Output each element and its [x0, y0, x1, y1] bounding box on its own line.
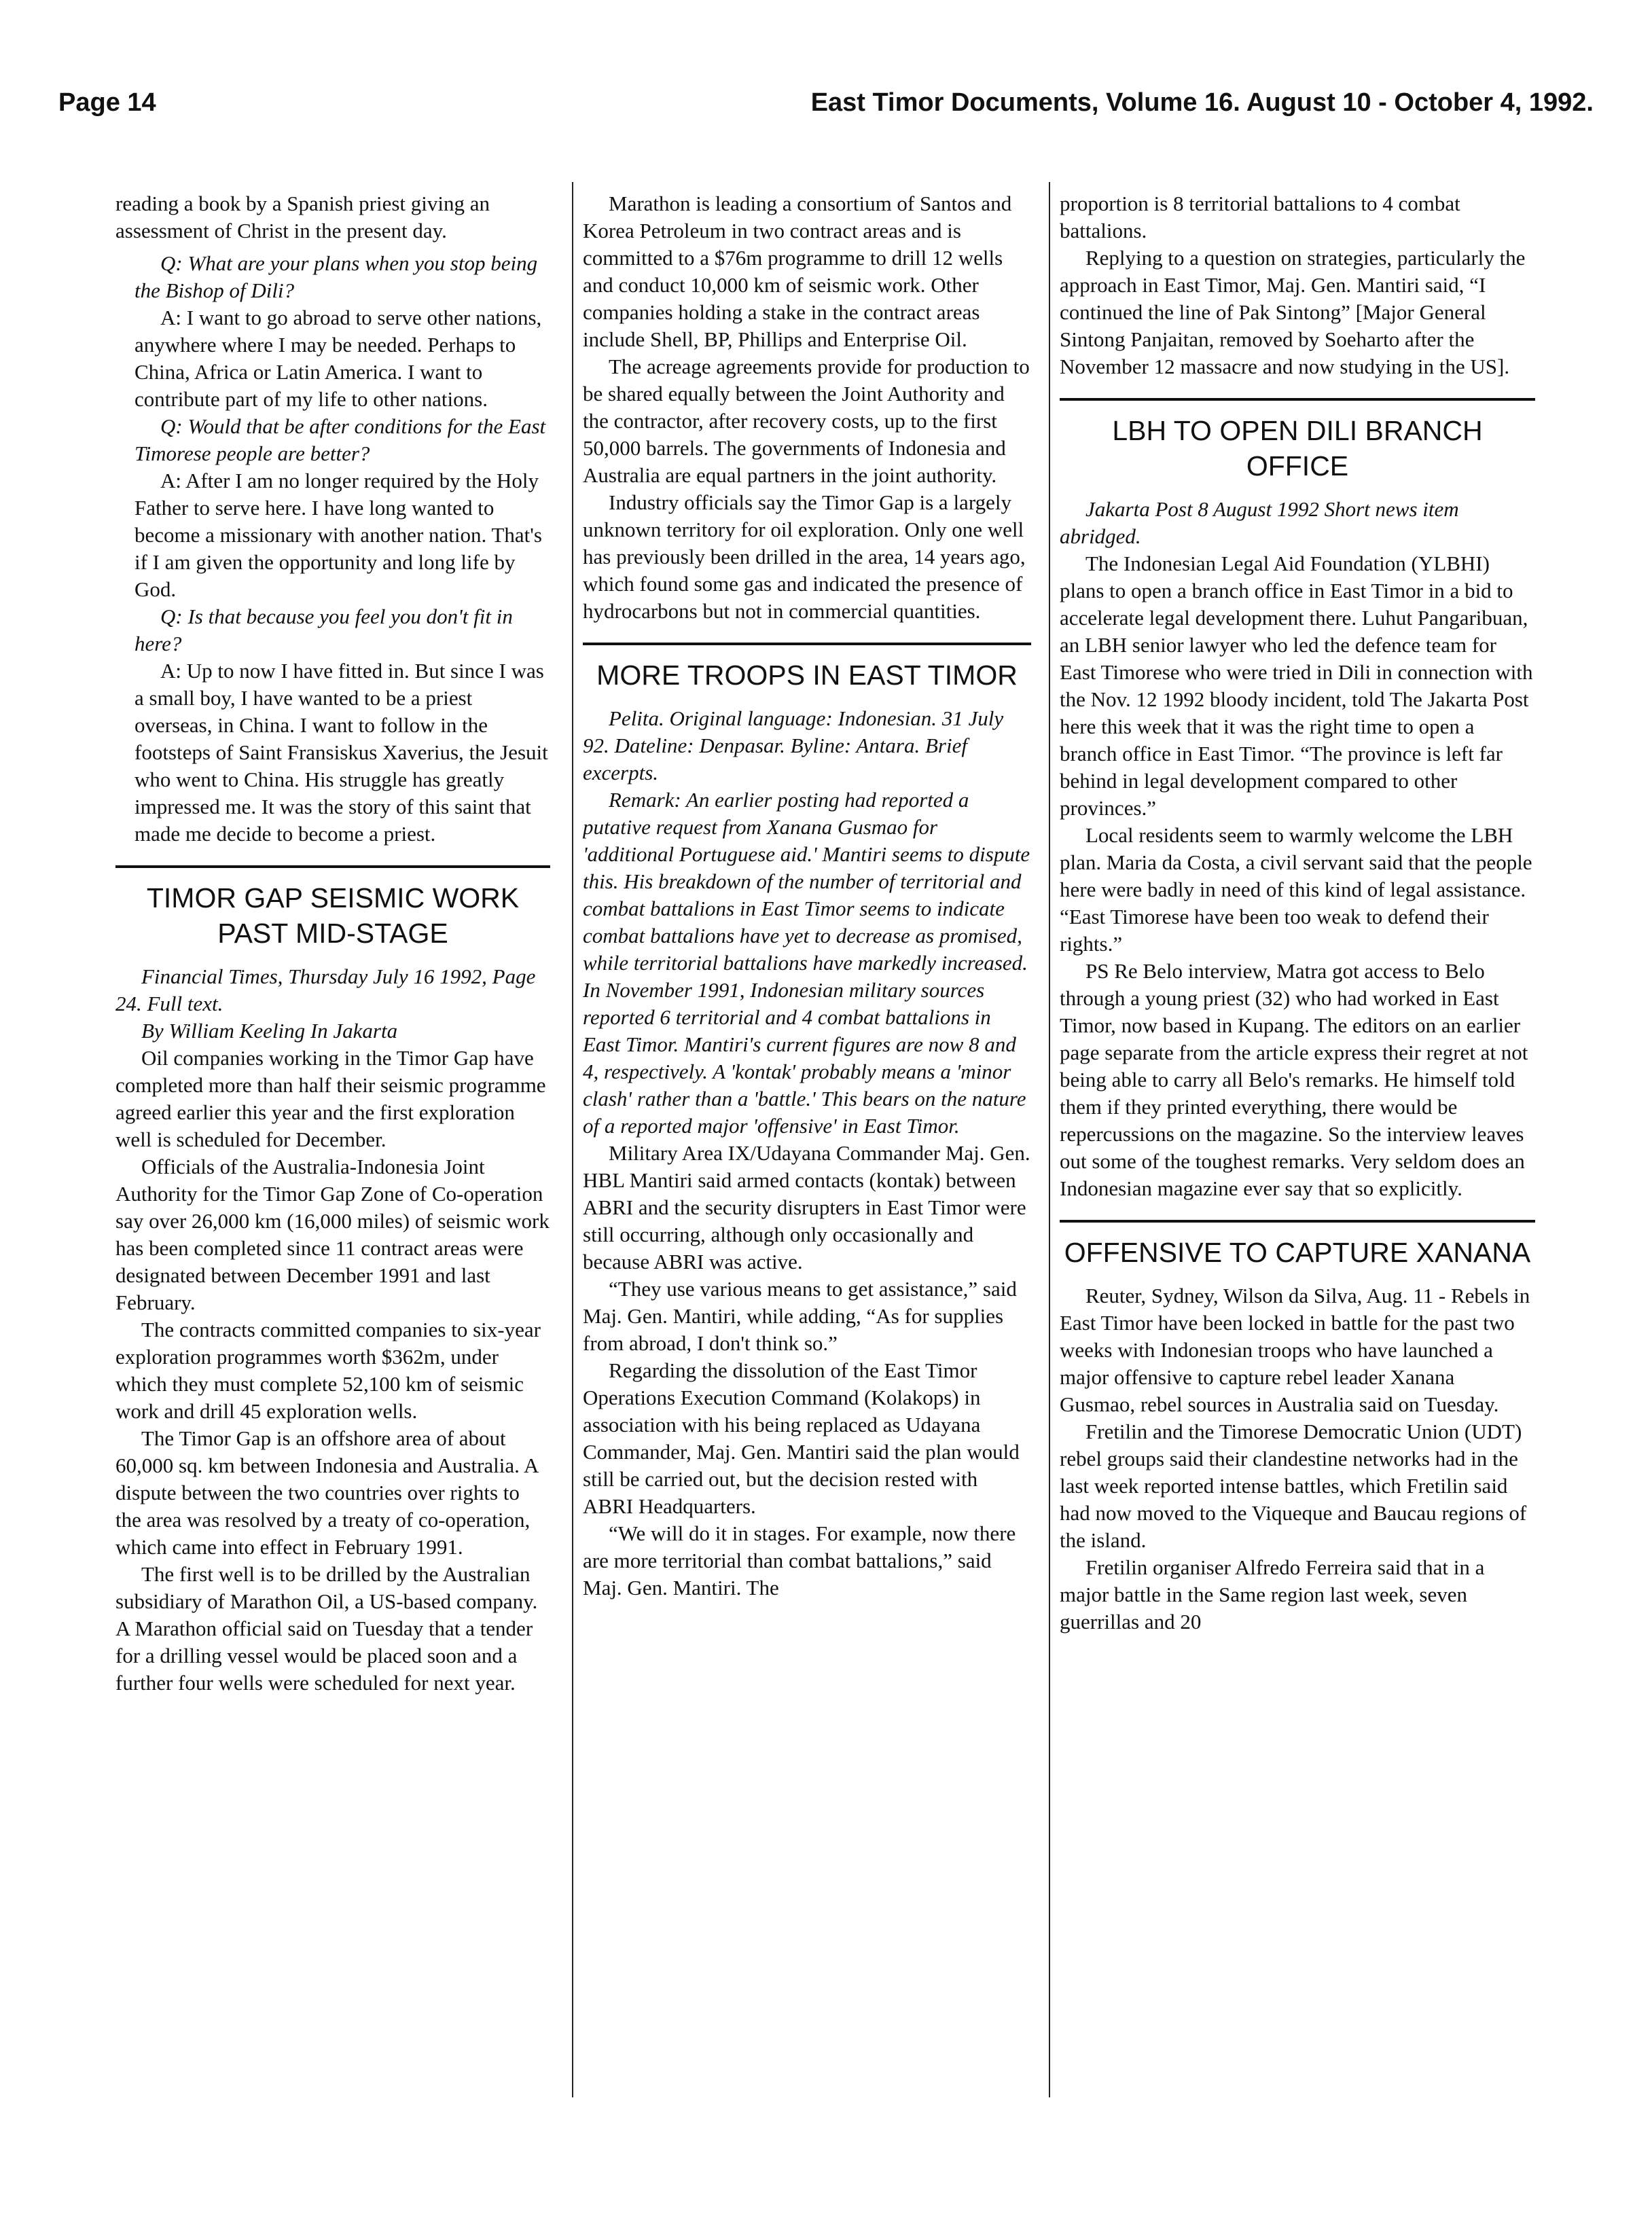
article-paragraph: proportion is 8 territorial battalions to 4 combat battalions.	[1060, 192, 1460, 242]
article-paragraph: The Timor Gap is an offshore area of about 60,000 sq. km between Indonesia and Australia. A dispute between the two countries over rights to the area was resolved by a treaty of co-operation, which came into effect in February 1991.	[115, 1426, 538, 1559]
column-3	[1060, 190, 1535, 2112]
section-heading: TIMOR GAP SEISMIC WORK PAST MID-STAGE	[115, 865, 550, 951]
page-number: Page 14	[58, 88, 156, 117]
interview-answer: A: After I am no longer required by the Holy Father to serve here. I have long wanted to become a missionary with another nation. That's if I am given the opportunity and long life by God.	[134, 469, 542, 601]
intro-paragraph: reading a book by a Spanish priest giving an assessment of Christ in the present day.	[115, 192, 490, 242]
article-paragraph: The Indonesian Legal Aid Foundation (YLBHI) plans to open a branch office in East Timor in a bid to accelerate legal development there. Luhut Pangaribuan, an LBH senior lawyer who led the defence team for East Timorese who were tried in Dili in connection with the Nov. 12 1992 bloody incident, told The Jakarta Post here this week that it was the right time to open a branch office in East Timor. “The province is left far behind in legal development compared to other provinces.”	[1060, 552, 1533, 820]
article-paragraph: Marathon is leading a consortium of Santos and Korea Petroleum in two contract areas and is committed to a $76m programme to drill 12 wells and conduct 10,000 km of seismic work. Other companies holding a stake in the contract areas include Shell, BP, Phillips and Enterprise Oil.	[583, 192, 1012, 351]
article-paragraph: “We will do it in stages. For example, now there are more territorial than combat battalions,” said Maj. Gen. Mantiri. The	[583, 1521, 1016, 1600]
column-1	[115, 190, 550, 2112]
article-source: Pelita. Original language: Indonesian. 31 July 92. Dateline: Denpasar. Byline: Antara. Brief excerpts.	[583, 706, 1004, 784]
article-paragraph: Fretilin and the Timorese Democratic Union (UDT) rebel groups said their clandestine networks had in the last week reported intense battles, which Fretilin said had now moved to the Viqueque and Baucau regions of the island.	[1060, 1420, 1527, 1552]
section-heading: OFFENSIVE TO CAPTURE XANANA	[1060, 1220, 1535, 1270]
article-paragraph: Local residents seem to warmly welcome the LBH plan. Maria da Costa, a civil servant said that the people here were badly in need of this kind of legal assistance. “East Timorese have been too weak to defend their rights.”	[1060, 823, 1532, 956]
article-paragraph: Replying to a question on strategies, particularly the approach in East Timor, Maj. Gen. Mantiri said, “I continued the line of Pak Sintong” [Major General Sintong Panjaitan, removed by Soeharto after the November 12 massacre and now studying in the US].	[1060, 246, 1526, 378]
column-2	[583, 190, 1031, 2112]
article-paragraph: Reuter, Sydney, Wilson da Silva, Aug. 11 - Rebels in East Timor have been locked in battle for the past two weeks with Indonesian troops who have launched a major offensive to capture rebel leader Xanana Gusmao, rebel sources in Australia said on Tuesday.	[1060, 1284, 1530, 1416]
article-paragraph: Officials of the Australia-Indonesia Joint Authority for the Timor Gap Zone of Co-operation say over 26,000 km (16,000 miles) of seismic work has been completed since 11 contract areas were designated between December 1991 and last February.	[115, 1155, 550, 1314]
publication-title: East Timor Documents, Volume 16. August 10 - October 4, 1992.	[810, 88, 1594, 117]
article-paragraph: The first well is to be drilled by the Australian subsidiary of Marathon Oil, a US-based company. A Marathon official said on Tuesday that a tender for a drilling vessel would be placed soon and a further four wells were scheduled for next year.	[115, 1562, 538, 1695]
article-source: Financial Times, Thursday July 16 1992, Page 24. Full text.	[115, 964, 536, 1015]
page-header	[58, 88, 1594, 129]
interview-answer: A: Up to now I have fitted in. But since I was a small boy, I have wanted to be a priest overseas, in China. I want to follow in the footsteps of Saint Fransiskus Xaverius, the Jesuit who went to China. His struggle has greatly impressed me. It was the story of this saint that made me decide to become a priest.	[134, 659, 548, 846]
article-paragraph: “They use various means to get assistance,” said Maj. Gen. Mantiri, while adding, “As for supplies from abroad, I don't think so.”	[583, 1277, 1017, 1355]
article-paragraph: Regarding the dissolution of the East Timor Operations Execution Command (Kolakops) in association with his being replaced as Udayana Commander, Maj. Gen. Mantiri said the plan would still be carried out, but the decision rested with ABRI Headquarters.	[583, 1358, 1020, 1518]
article-paragraph: The contracts committed companies to six-year exploration programmes worth $362m, under which they must complete 52,100 km of seismic work and drill 45 exploration wells.	[115, 1318, 541, 1423]
interview-answer: A: I want to go abroad to serve other nations, anywhere where I may be needed. Perhaps to China, Africa or Latin America. I want to contribute part of my life to other nations.	[134, 306, 542, 411]
interview-question: Q: Would that be after conditions for the East Timorese people are better?	[134, 414, 546, 465]
article-paragraph: Oil companies working in the Timor Gap have completed more than half their seismic programme agreed earlier this year and the first exploration well is scheduled for December.	[115, 1046, 546, 1151]
column-divider	[1049, 182, 1050, 2097]
article-paragraph: PS Re Belo interview, Matra got access to Belo through a young priest (32) who had worked in East Timor, now based in Kupang. The editors on an earlier page separate from the article express their regret at not being able to carry all Belo's remarks. He himself told them if they printed everything, there would be repercussions on the magazine. So the interview leaves out some of the toughest remarks. Very seldom does an Indonesian magazine ever say that so explicitly.	[1060, 959, 1528, 1200]
interview-question: Q: Is that because you feel you don't fit in here?	[134, 604, 513, 655]
section-heading: MORE TROOPS IN EAST TIMOR	[583, 643, 1031, 693]
section-heading: LBH TO OPEN DILI BRANCH OFFICE	[1060, 398, 1535, 484]
article-paragraph: Military Area IX/Udayana Commander Maj. Gen. HBL Mantiri said armed contacts (kontak) between ABRI and the security disrupters in East Timor were still occurring, although only occasionally and because ABRI was active.	[583, 1141, 1030, 1274]
article-paragraph: Industry officials say the Timor Gap is a largely unknown territory for oil exploration. Only one well has previously been drilled in the area, 14 years ago, which found some gas and indicated the presence of hydrocarbons but not in commercial quantities.	[583, 490, 1026, 623]
article-paragraph: Fretilin organiser Alfredo Ferreira said that in a major battle in the Same region last week, seven guerrillas and 20	[1060, 1555, 1485, 1633]
interview-question: Q: What are your plans when you stop being the Bishop of Dili?	[134, 251, 538, 302]
column-divider	[572, 182, 573, 2097]
article-source: Jakarta Post 8 August 1992 Short news item abridged.	[1060, 497, 1459, 548]
article-byline: By William Keeling In Jakarta	[141, 1019, 398, 1043]
editor-remark: Remark: An earlier posting had reported a putative request from Xanana Gusmao for 'additional Portuguese aid.' Mantiri seems to dispute this. His breakdown of the number of territorial and combat battalions in East Timor seems to indicate combat battalions have yet to decrease as promised, while territorial battalions have markedly increased. In November 1991, Indonesian military sources reported 6 territorial and 4 combat battalions in East Timor. Mantiri's current figures are now 8 and 4, respectively. A 'kontak' probably means a 'minor clash' rather than a 'battle.' This bears on the nature of a reported major 'offensive' in East Timor.	[583, 788, 1030, 1138]
article-paragraph: The acreage agreements provide for production to be shared equally between the Joint Authority and the contractor, after recovery costs, up to the first 50,000 barrels. The governments of Indonesia and Australia are equal partners in the joint authority.	[583, 355, 1030, 487]
